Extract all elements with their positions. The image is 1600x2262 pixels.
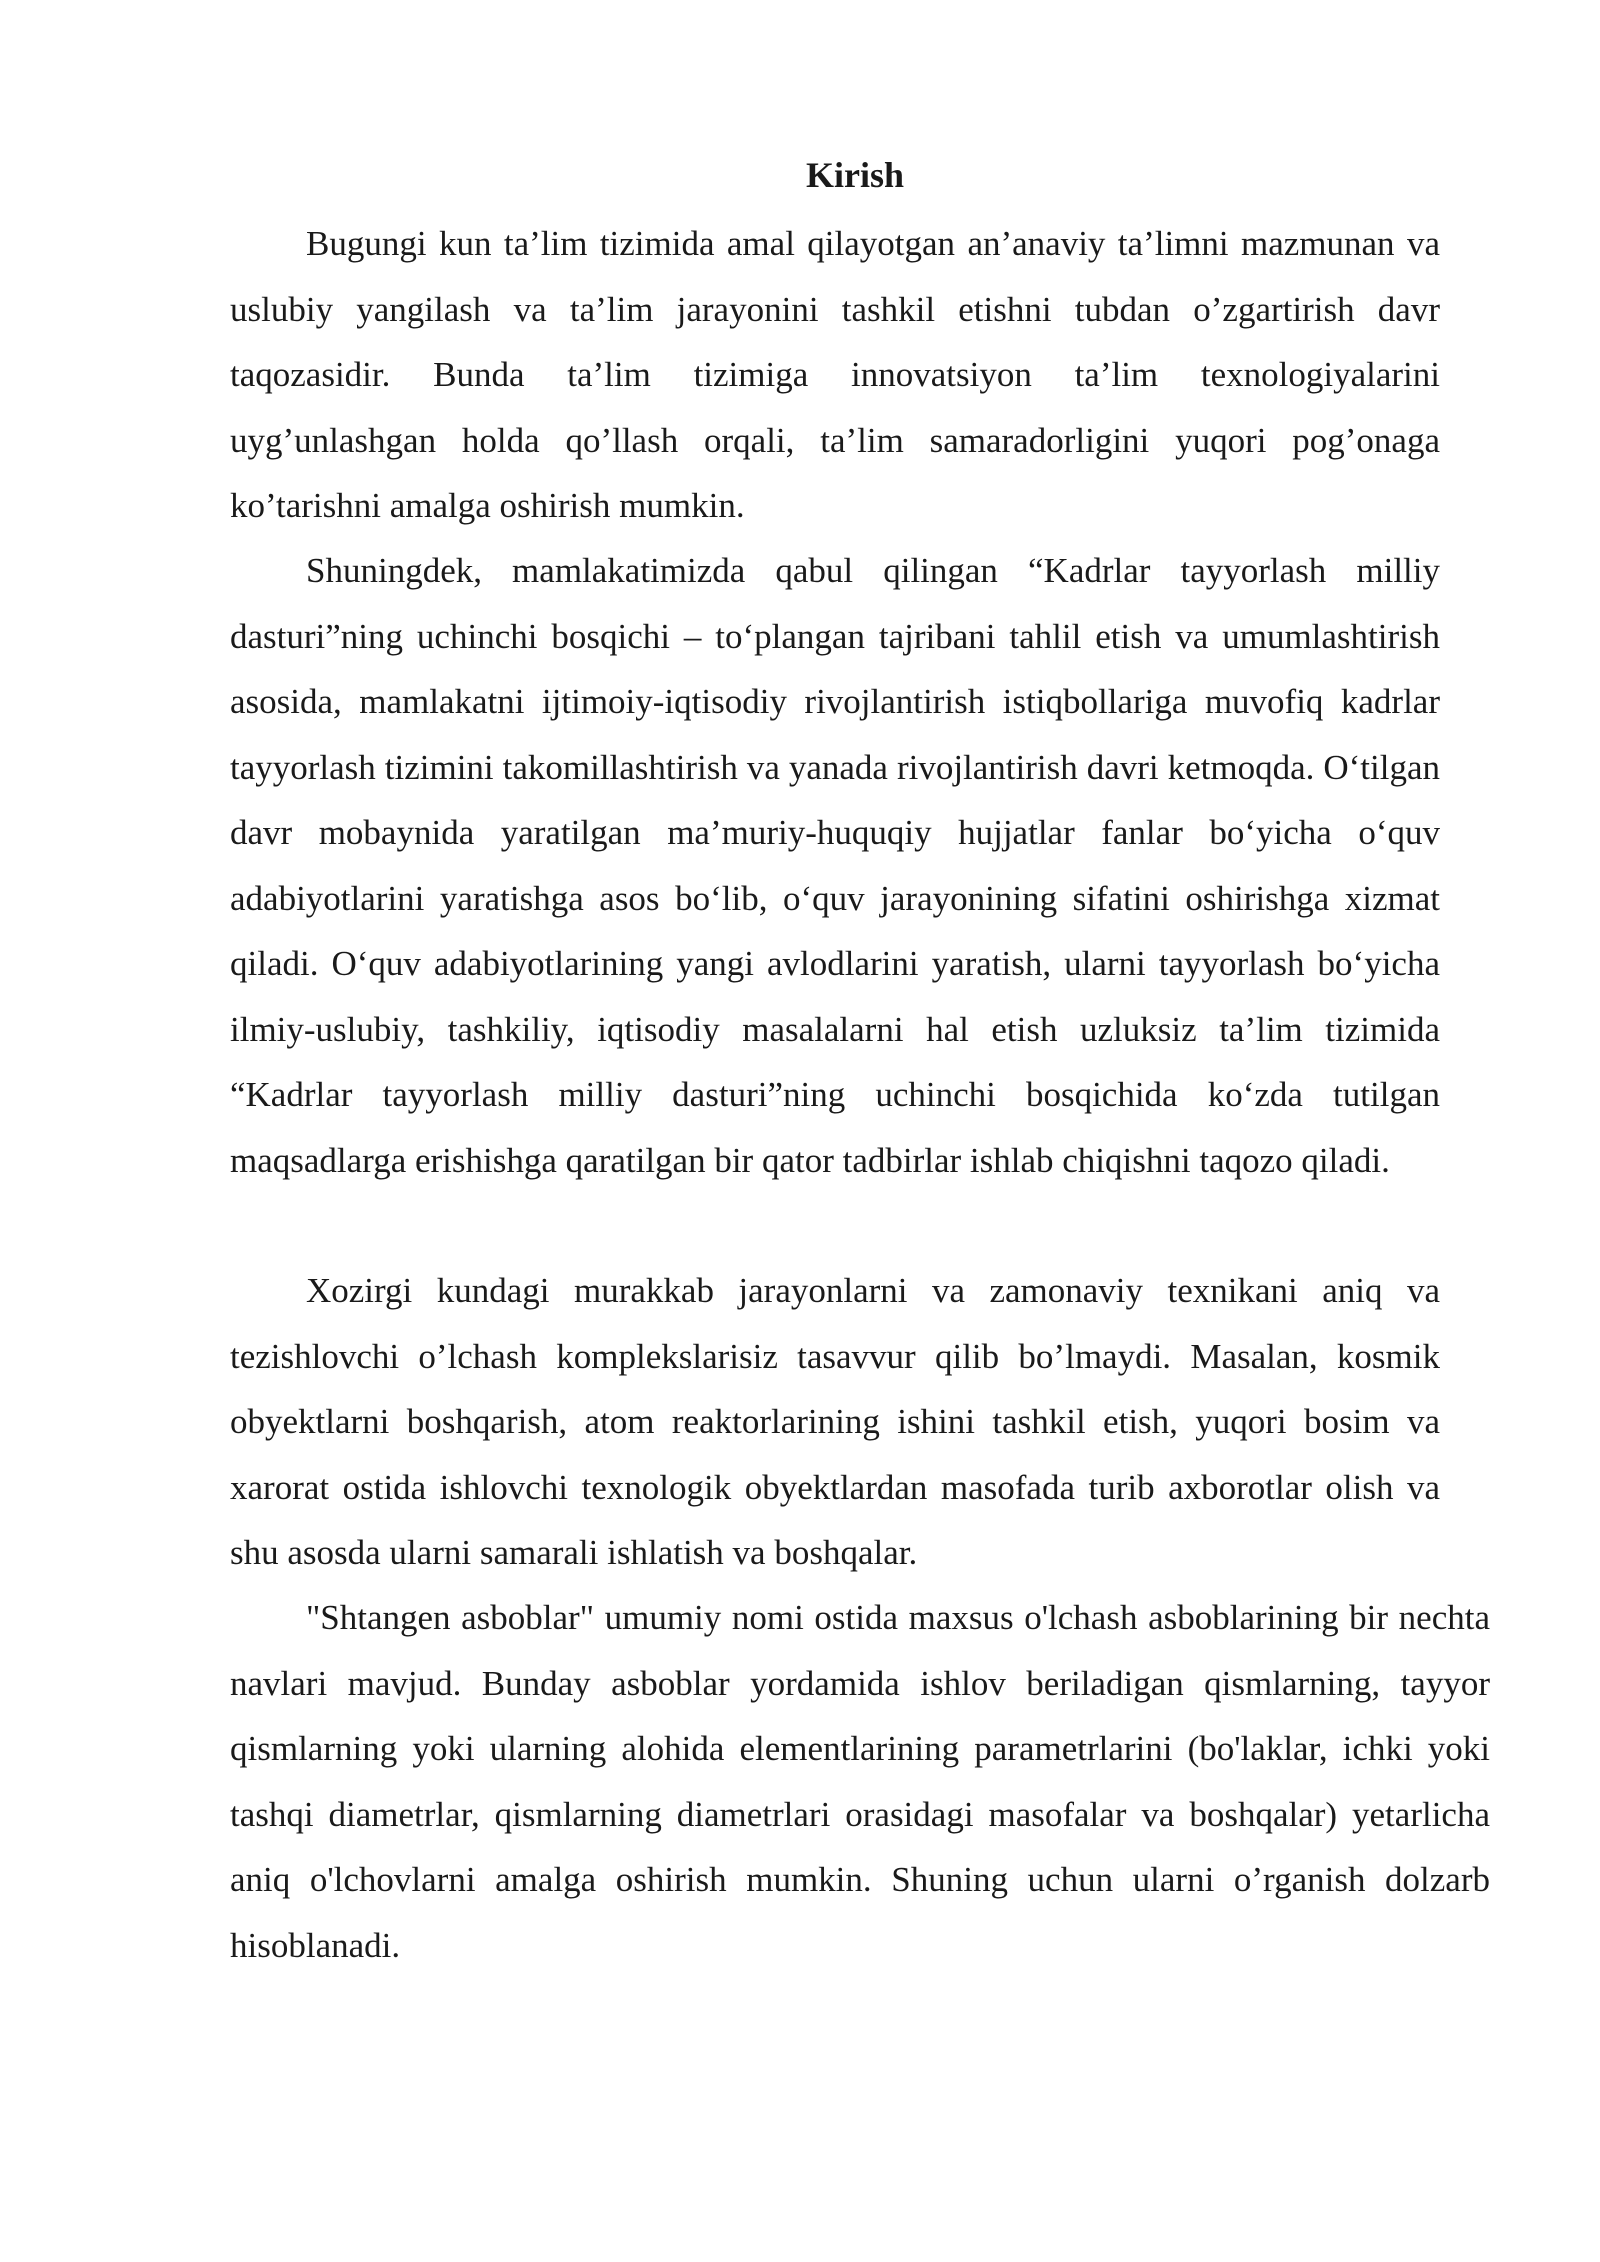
paragraph-4: "Shtangen asboblar" umumiy nomi ostida maxsus o'lchash asboblarining bir nechta navlari mavjud. Bunday asboblar yordamida ishlov beriladigan qismlarning, tayyor qismlarning yoki ularning alohida elementlarining parametrlarini (bo'laklar, ichki yoki tashqi diametrlar, qismlarning diametrlari orasidagi masofalar va boshqalar) yetarlicha aniq o'lchovlarni amalga oshirish mumkin. Shuning uchun ularni o’rganish dolzarb hisoblanadi.: [230, 1598, 1490, 1965]
paragraph-3: Xozirgi kundagi murakkab jarayonlarni va zamonaviy texnikani aniq va tezishlovchi o’lchash komplekslarisiz tasavvur qilib bo’lmaydi. Masalan, kosmik obyektlarni boshqarish, atom reaktorlarining ishini tashkil etish, yuqori bosim va xarorat ostida ishlovchi texnologik obyektlardan masofada turib axborotlar olish va shu asosda ularni samarali ishlatish va boshqalar.: [230, 1271, 1440, 1572]
page-title: Kirish: [805, 155, 904, 195]
paragraph-1: Bugungi kun ta’lim tizimida amal qilayotgan an’anaviy ta’limni mazmunan va uslubiy yangilash va ta’lim jarayonini tashkil etishni tubdan o’zgartirish davr taqozasidir. Bunda ta’lim tizimiga innovatsiyon ta’lim texnologiyalarini uyg’unlashgan holda qo’llash orqali, ta’lim samaradorligini yuqori pog’onaga ko’tarishni amalga oshirish mumkin.: [230, 224, 1440, 525]
paragraph-2: Shuningdek, mamlakatimizda qabul qilingan “Kadrlar tayyorlash milliy dasturi”ning uchinchi bosqichi – to‘plangan tajribani tahlil etish va umumlashtirish asosida, mamlakatni ijtimoiy-iqtisodiy rivojlantirish istiqbollariga muvofiq kadrlar tayyorlash tizimini takomillashtirish va yanada rivojlantirish davri ketmoqda. O‘tilgan davr mobaynida yaratilgan ma’muriy-huquqiy hujjatlar fanlar bo‘yicha o‘quv adabiyotlarini yaratishga asos bo‘lib, o‘quv jarayonining sifatini oshirishga xizmat qiladi. O‘quv adabiyotlarining yangi avlodlarini yaratish, ularni tayyorlash bo‘yicha ilmiy-uslubiy, tashkiliy, iqtisodiy masalalarni hal etish uzluksiz ta’lim tizimida “Kadrlar tayyorlash milliy dasturi”ning uchinchi bosqichida ko‘zda tutilgan maqsadlarga erishishga qaratilgan bir qator tadbirlar ishlab chiqishni taqozo qiladi.: [230, 551, 1440, 1180]
